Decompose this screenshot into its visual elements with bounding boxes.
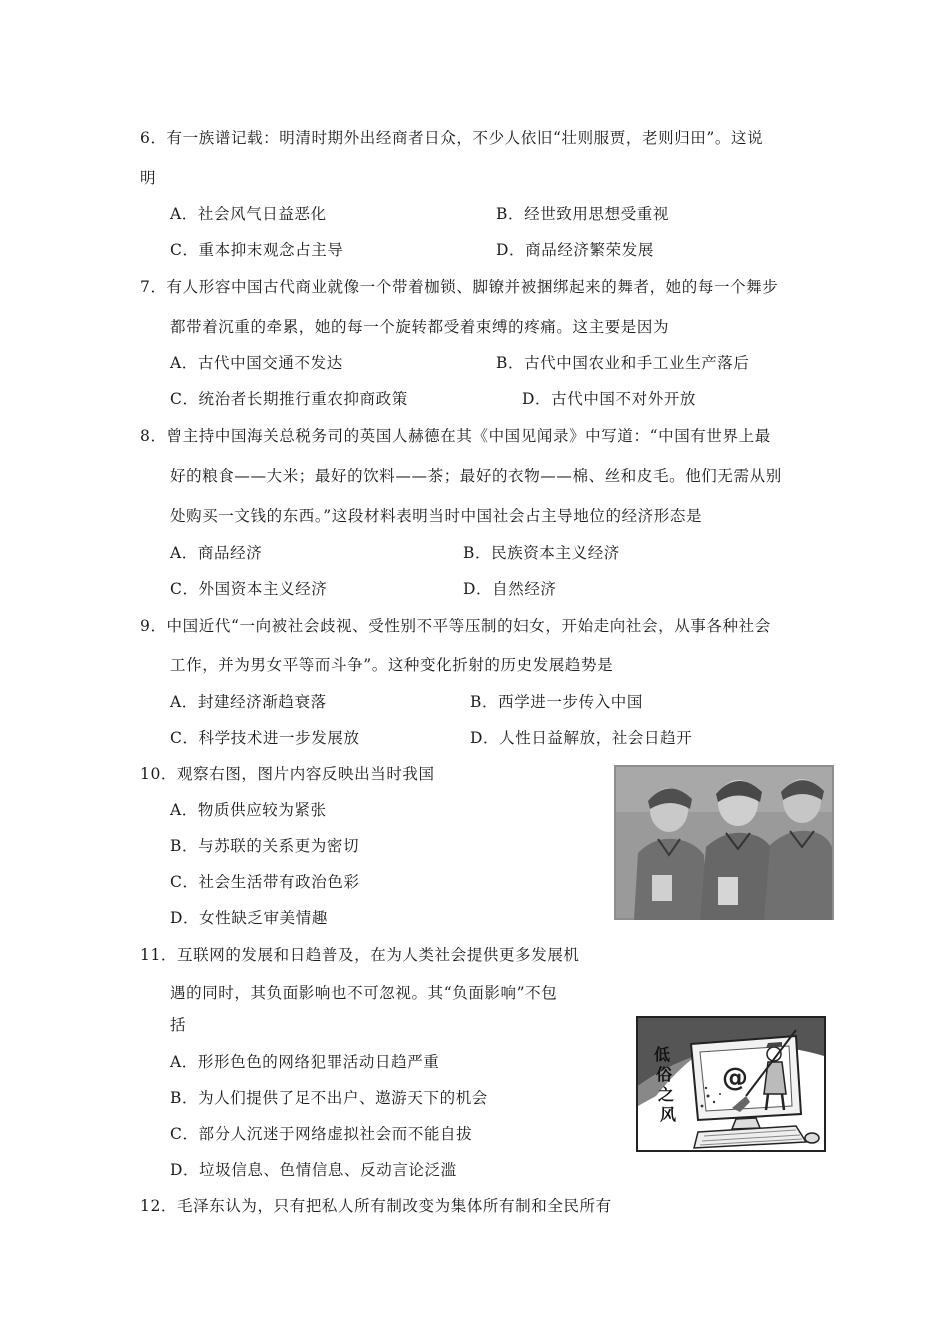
q9-option-c: C．科学技术进一步发展放 — [170, 729, 360, 747]
q8-stem-line-2: 好的粮食——大米；最好的饮料——茶；最好的衣物——棉、丝和皮毛。他们无需从别 — [170, 467, 782, 485]
q6-option-d: D．商品经济繁荣发展 — [496, 241, 654, 259]
q8-option-d: D．自然经济 — [463, 580, 557, 598]
q11-option-d: D．垃圾信息、色情信息、反动言论泛滥 — [170, 1161, 457, 1179]
cartoon-caption-char: 之 — [658, 1085, 675, 1104]
q12-stem-line-1: 12．毛泽东认为，只有把私人所有制改变为集体所有制和全民所有 — [140, 1197, 612, 1215]
q9-option-d: D．人性日益解放，社会日趋开 — [470, 729, 693, 747]
q10-option-b: B．与苏联的关系更为密切 — [170, 837, 360, 855]
q11-option-b: B．为人们提供了足不出户、遨游天下的机会 — [170, 1089, 488, 1107]
q11-stem-line-1: 11．互联网的发展和日趋普及，在为人类社会提供更多发展机 — [140, 946, 580, 964]
q7-option-c: C．统治者长期推行重农抑商政策 — [170, 390, 408, 408]
q7-option-b: B．古代中国农业和手工业生产落后 — [496, 354, 750, 372]
q8-option-b: B．民族资本主义经济 — [463, 544, 620, 562]
q11-stem-line-3: 括 — [170, 1016, 187, 1034]
q8-option-c: C．外国资本主义经济 — [170, 580, 328, 598]
q6-stem-line-1: 6．有一族谱记载：明清时期外出经商者日众，不少人依旧“壮则服贾，老则归田”。这说 — [140, 129, 764, 147]
q11-option-a: A．形形色色的网络犯罪活动日趋严重 — [170, 1053, 440, 1071]
q9-stem-line-2: 工作，并为男女平等而斗争”。这种变化折射的历史发展趋势是 — [170, 656, 614, 674]
q7-stem-line-2: 都带着沉重的牵累，她的每一个旋转都受着束缚的疼痛。这主要是因为 — [170, 318, 670, 336]
cartoon-caption-char: 俗 — [656, 1065, 673, 1084]
photo-three-women-uniforms — [614, 765, 834, 920]
cartoon-caption-char: 低 — [654, 1045, 671, 1064]
q10-option-c: C．社会生活带有政治色彩 — [170, 873, 360, 891]
q9-option-a: A．封建经济渐趋衰落 — [170, 693, 327, 711]
q11-option-c: C．部分人沉迷于网络虚拟社会而不能自拔 — [170, 1125, 473, 1143]
q9-option-b: B．西学进一步传入中国 — [470, 693, 643, 711]
cartoon-vulgar-trends — [636, 1016, 826, 1152]
mouse — [805, 1133, 819, 1143]
q8-stem-line-1: 8．曾主持中国海关总税务司的英国人赫德在其《中国见闻录》中写道：“中国有世界上最 — [140, 427, 771, 445]
q10-option-d: D．女性缺乏审美情趣 — [170, 909, 328, 927]
q11-stem-line-2: 遇的同时，其负面影响也不可忽视。其“负面影响”不包 — [170, 984, 558, 1002]
q6-option-b: B．经世致用思想受重视 — [496, 205, 669, 223]
cartoon-caption-char: 风 — [660, 1105, 677, 1124]
at-symbol: @ — [722, 1063, 748, 1093]
q10-stem-line-1: 10．观察右图，图片内容反映出当时我国 — [140, 765, 435, 783]
q8-option-a: A．商品经济 — [170, 544, 263, 562]
q9-stem-line-1: 9．中国近代“一向被社会歧视、受性别不平等压制的妇女，开始走向社会，从事各种社会 — [140, 617, 771, 635]
q7-stem-line-1: 7．有人形容中国古代商业就像一个带着枷锁、脚镣并被捆绑起来的舞者，她的每一个舞步 — [140, 278, 779, 296]
q7-option-a: A．古代中国交通不发达 — [170, 354, 343, 372]
q6-option-c: C．重本抑末观念占主导 — [170, 241, 344, 259]
q7-option-d: D．古代中国不对外开放 — [522, 390, 697, 408]
q6-stem-line-2: 明 — [140, 169, 157, 187]
q8-stem-line-3: 处购买一文钱的东西。”这段材料表明当时中国社会占主导地位的经济形态是 — [170, 507, 703, 525]
q6-option-a: A．社会风气日益恶化 — [170, 205, 327, 223]
q10-option-a: A．物质供应较为紧张 — [170, 801, 327, 819]
